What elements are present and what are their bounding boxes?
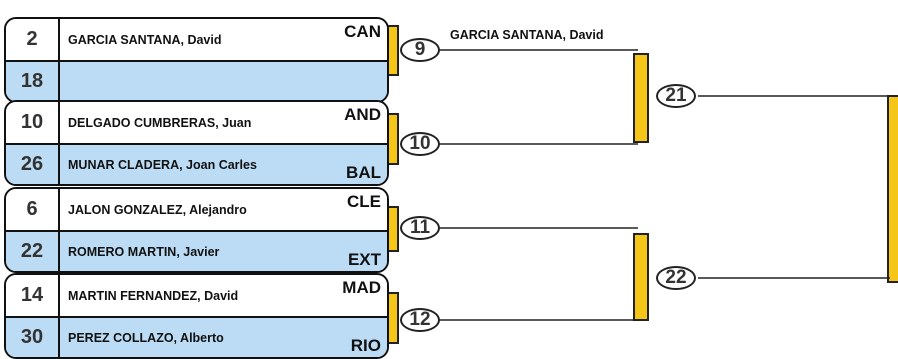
region-code: RIO [350, 336, 381, 355]
connector-tab-22 [634, 234, 648, 320]
seed-number: 18 [6, 62, 60, 101]
region-code: BAL [346, 163, 381, 182]
player-name: GARCIA SANTANA, David [68, 32, 222, 47]
player-name: PEREZ COLLAZO, Alberto [68, 330, 224, 345]
seed-number: 30 [6, 318, 60, 357]
match-card-1 [4, 17, 389, 103]
player-row[interactable] [6, 230, 387, 271]
seed-number: 2 [6, 19, 60, 60]
seed-number: 14 [6, 275, 60, 316]
region-code: EXT [347, 250, 381, 269]
match-number-21[interactable]: 21 [656, 84, 696, 108]
player-row[interactable] [6, 275, 387, 316]
player-name: MUNAR CLADERA, Joan Carles [68, 157, 257, 172]
connector-tab-21 [634, 54, 648, 142]
player-name: DELGADO CUMBRERAS, Juan [68, 115, 252, 130]
match-number-22[interactable]: 22 [656, 266, 696, 290]
player-row[interactable] [6, 143, 387, 184]
region-code: CLE [347, 192, 381, 211]
match-number-11[interactable]: 11 [400, 216, 440, 240]
match-card-2 [4, 100, 389, 186]
player-row[interactable] [6, 19, 387, 60]
region-code: AND [344, 105, 381, 124]
seed-number: 10 [6, 102, 60, 143]
advanced-player-name: GARCIA SANTANA, David [450, 28, 604, 42]
player-name: JALON GONZALEZ, Alejandro [68, 202, 247, 217]
match-number-12[interactable]: 12 [400, 308, 440, 332]
match-number-10[interactable]: 10 [400, 132, 440, 156]
player-row[interactable] [6, 102, 387, 143]
player-row[interactable] [6, 60, 387, 101]
seed-number: 22 [6, 232, 60, 271]
match-card-3 [4, 187, 389, 273]
player-row[interactable] [6, 189, 387, 230]
connector-tab-final [888, 96, 898, 282]
seed-number: 6 [6, 189, 60, 230]
player-name: MARTIN FERNANDEZ, David [68, 288, 239, 303]
match-number-9[interactable]: 9 [400, 38, 440, 62]
region-code: CAN [344, 22, 381, 41]
match-card-4 [4, 273, 389, 359]
seed-number: 26 [6, 145, 60, 184]
player-row[interactable] [6, 316, 387, 357]
region-code: MAD [342, 278, 381, 297]
player-name: ROMERO MARTIN, Javier [68, 244, 220, 259]
